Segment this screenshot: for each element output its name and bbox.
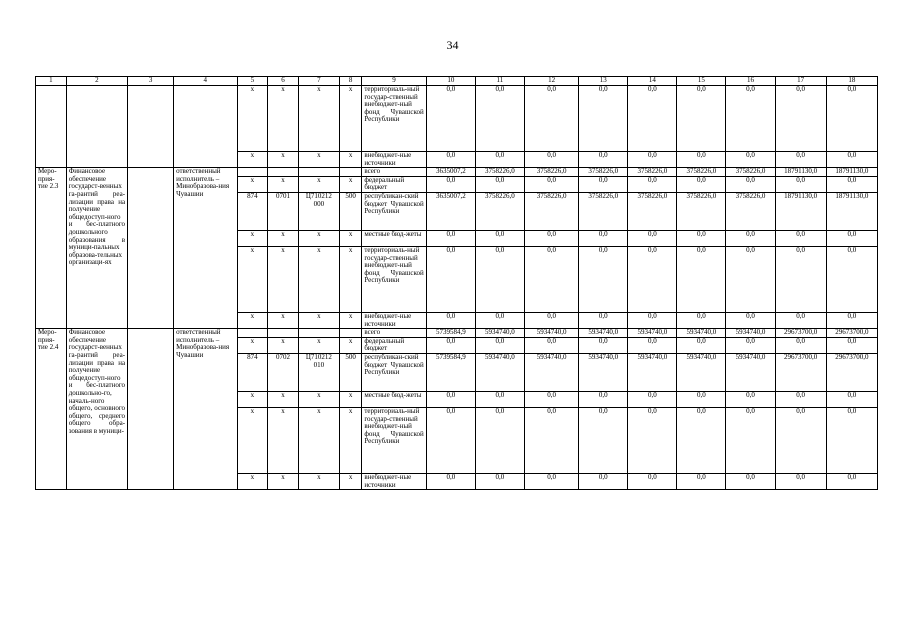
kbk-admin-cell	[237, 329, 268, 338]
funding-source-cell: местные бюд-жеты	[362, 230, 426, 246]
amount-cell: 0,0	[579, 230, 628, 246]
kbk-target-cell	[298, 168, 339, 177]
amount-cell: 0,0	[524, 391, 578, 407]
amount-cell: 0,0	[775, 86, 826, 152]
amount-cell: 0,0	[826, 230, 877, 246]
amount-cell: 0,0	[775, 337, 826, 353]
amount-cell: 0,0	[524, 176, 578, 192]
kbk-section-cell: x	[268, 86, 299, 152]
amount-cell: 0,0	[579, 407, 628, 473]
kbk-type-cell: x	[339, 337, 362, 353]
empty-cell	[128, 329, 174, 490]
amount-cell: 0,0	[826, 391, 877, 407]
amount-cell: 5739584,9	[426, 329, 475, 338]
amount-cell: 3758226,0	[475, 192, 524, 230]
kbk-type-cell: x	[339, 391, 362, 407]
kbk-section-cell: x	[268, 246, 299, 312]
kbk-target-cell: x	[298, 230, 339, 246]
amount-cell: 0,0	[677, 473, 726, 489]
amount-cell: 0,0	[826, 86, 877, 152]
amount-cell: 0,0	[826, 312, 877, 328]
amount-cell: 0,0	[475, 230, 524, 246]
kbk-admin-cell	[237, 168, 268, 177]
kbk-admin-cell: x	[237, 230, 268, 246]
kbk-target-cell: Ц710212 000	[298, 192, 339, 230]
amount-cell: 0,0	[775, 407, 826, 473]
kbk-section-cell	[268, 329, 299, 338]
kbk-admin-cell: x	[237, 473, 268, 489]
amount-cell: 0,0	[775, 473, 826, 489]
kbk-admin-cell: x	[237, 86, 268, 152]
kbk-section-cell: x	[268, 152, 299, 168]
amount-cell: 0,0	[775, 312, 826, 328]
amount-cell: 5934740,0	[628, 329, 677, 338]
kbk-type-cell: x	[339, 312, 362, 328]
kbk-admin-cell: x	[237, 337, 268, 353]
amount-cell: 3758226,0	[726, 192, 775, 230]
column-number: 8	[339, 77, 362, 86]
amount-cell: 0,0	[475, 407, 524, 473]
kbk-admin-cell: x	[237, 152, 268, 168]
amount-cell: 3758226,0	[677, 192, 726, 230]
funding-source-cell: внебюджет-ные источники	[362, 473, 426, 489]
amount-cell: 0,0	[426, 337, 475, 353]
amount-cell: 3635007,2	[426, 192, 475, 230]
kbk-type-cell: x	[339, 152, 362, 168]
kbk-target-cell: x	[298, 312, 339, 328]
amount-cell: 0,0	[524, 152, 578, 168]
amount-cell: 0,0	[628, 230, 677, 246]
kbk-admin-cell: x	[237, 312, 268, 328]
kbk-target-cell: x	[298, 407, 339, 473]
kbk-target-cell: x	[298, 337, 339, 353]
amount-cell: 0,0	[426, 152, 475, 168]
amount-cell: 0,0	[726, 246, 775, 312]
amount-cell: 0,0	[677, 312, 726, 328]
kbk-admin-cell: x	[237, 176, 268, 192]
amount-cell: 5934740,0	[524, 353, 578, 391]
kbk-target-cell: x	[298, 246, 339, 312]
table-row	[36, 329, 878, 338]
column-number: 11	[475, 77, 524, 86]
measure-name-cell: Финансовое обеспечение государст-венных га-рантий реа-лизации права на получение общедоступ-ного и бес-платного дошкольного образования в муници-пальных образова-тельных организаци-ях	[66, 168, 127, 329]
column-number: 16	[726, 77, 775, 86]
amount-cell: 0,0	[677, 176, 726, 192]
column-number: 12	[524, 77, 578, 86]
kbk-type-cell: x	[339, 86, 362, 152]
amount-cell: 0,0	[628, 391, 677, 407]
page-number: 34	[446, 38, 459, 52]
amount-cell: 0,0	[826, 407, 877, 473]
kbk-type-cell: x	[339, 176, 362, 192]
amount-cell: 29673700,0	[775, 329, 826, 338]
kbk-type-cell: x	[339, 230, 362, 246]
amount-cell: 0,0	[628, 176, 677, 192]
amount-cell: 0,0	[775, 152, 826, 168]
column-number: 10	[426, 77, 475, 86]
kbk-section-cell: x	[268, 176, 299, 192]
header-row	[36, 77, 878, 86]
amount-cell: 0,0	[426, 391, 475, 407]
amount-cell: 18791130,0	[826, 192, 877, 230]
funding-source-cell: территориаль-ный государ-ственный внебюджет-ный фонд Чувашской Республики	[362, 86, 426, 152]
table-row	[36, 86, 878, 152]
amount-cell: 5934740,0	[628, 353, 677, 391]
amount-cell: 18791130,0	[775, 168, 826, 177]
kbk-type-cell: 500	[339, 353, 362, 391]
amount-cell: 0,0	[726, 337, 775, 353]
amount-cell: 0,0	[524, 86, 578, 152]
funding-source-cell: республикан-ский бюджет Чувашской Республики	[362, 192, 426, 230]
column-number: 15	[677, 77, 726, 86]
amount-cell: 0,0	[426, 407, 475, 473]
amount-cell: 5934740,0	[677, 329, 726, 338]
amount-cell: 0,0	[726, 473, 775, 489]
amount-cell: 0,0	[775, 176, 826, 192]
column-number: 18	[826, 77, 877, 86]
column-number: 2	[66, 77, 127, 86]
kbk-section-cell: x	[268, 473, 299, 489]
amount-cell: 0,0	[726, 391, 775, 407]
amount-cell: 0,0	[579, 473, 628, 489]
amount-cell: 0,0	[628, 152, 677, 168]
column-number: 4	[174, 77, 237, 86]
column-number: 3	[128, 77, 174, 86]
column-number: 9	[362, 77, 426, 86]
measure-code-cell: Меро-прия-тие 2.3	[36, 168, 67, 329]
funding-source-cell: всего	[362, 168, 426, 177]
kbk-section-cell: x	[268, 391, 299, 407]
amount-cell: 0,0	[677, 246, 726, 312]
executor-cell: ответственный исполнитель – Минобразова-ния Чувашии	[174, 329, 237, 490]
column-number: 1	[36, 77, 67, 86]
amount-cell: 5934740,0	[475, 353, 524, 391]
empty-cell	[128, 168, 174, 329]
kbk-type-cell	[339, 168, 362, 177]
kbk-section-cell: x	[268, 407, 299, 473]
empty-cell	[36, 86, 67, 168]
amount-cell: 0,0	[426, 312, 475, 328]
budget-table	[35, 76, 878, 490]
column-number: 17	[775, 77, 826, 86]
funding-source-cell: всего	[362, 329, 426, 338]
kbk-target-cell: x	[298, 473, 339, 489]
amount-cell: 0,0	[524, 312, 578, 328]
amount-cell: 3758226,0	[677, 168, 726, 177]
kbk-type-cell: x	[339, 246, 362, 312]
amount-cell: 3635007,2	[426, 168, 475, 177]
funding-source-cell: внебюджет-ные источники	[362, 312, 426, 328]
kbk-admin-cell: 874	[237, 353, 268, 391]
amount-cell: 0,0	[426, 176, 475, 192]
kbk-section-cell: x	[268, 230, 299, 246]
amount-cell: 0,0	[524, 230, 578, 246]
amount-cell: 0,0	[579, 312, 628, 328]
kbk-type-cell	[339, 329, 362, 338]
kbk-section-cell: x	[268, 337, 299, 353]
funding-source-cell: федеральный бюджет	[362, 337, 426, 353]
amount-cell: 0,0	[475, 152, 524, 168]
amount-cell: 0,0	[628, 312, 677, 328]
amount-cell: 0,0	[579, 176, 628, 192]
amount-cell: 0,0	[775, 230, 826, 246]
amount-cell: 0,0	[426, 246, 475, 312]
amount-cell: 0,0	[826, 152, 877, 168]
amount-cell: 0,0	[475, 86, 524, 152]
kbk-admin-cell: x	[237, 391, 268, 407]
amount-cell: 0,0	[677, 337, 726, 353]
amount-cell: 29673700,0	[826, 353, 877, 391]
amount-cell: 0,0	[426, 86, 475, 152]
kbk-admin-cell: x	[237, 246, 268, 312]
amount-cell: 0,0	[826, 337, 877, 353]
amount-cell: 0,0	[628, 473, 677, 489]
amount-cell: 0,0	[775, 391, 826, 407]
amount-cell: 5934740,0	[579, 353, 628, 391]
amount-cell: 5934740,0	[726, 353, 775, 391]
amount-cell: 3758226,0	[475, 168, 524, 177]
kbk-target-cell: x	[298, 391, 339, 407]
amount-cell: 29673700,0	[826, 329, 877, 338]
amount-cell: 0,0	[524, 407, 578, 473]
amount-cell: 0,0	[579, 152, 628, 168]
kbk-admin-cell: 874	[237, 192, 268, 230]
amount-cell: 18791130,0	[775, 192, 826, 230]
empty-cell	[174, 86, 237, 168]
amount-cell: 3758226,0	[524, 192, 578, 230]
amount-cell: 0,0	[475, 337, 524, 353]
amount-cell: 0,0	[628, 407, 677, 473]
amount-cell: 18791130,0	[826, 168, 877, 177]
funding-source-cell: федеральный бюджет	[362, 176, 426, 192]
kbk-type-cell: x	[339, 473, 362, 489]
amount-cell: 3758226,0	[726, 168, 775, 177]
amount-cell: 5934740,0	[579, 329, 628, 338]
amount-cell: 0,0	[579, 337, 628, 353]
amount-cell: 0,0	[579, 391, 628, 407]
amount-cell: 0,0	[677, 230, 726, 246]
amount-cell: 0,0	[726, 152, 775, 168]
column-number: 5	[237, 77, 268, 86]
amount-cell: 0,0	[726, 230, 775, 246]
amount-cell: 0,0	[426, 473, 475, 489]
amount-cell: 0,0	[726, 407, 775, 473]
amount-cell: 0,0	[475, 391, 524, 407]
amount-cell: 0,0	[628, 337, 677, 353]
amount-cell: 3758226,0	[579, 168, 628, 177]
kbk-target-cell: x	[298, 176, 339, 192]
kbk-target-cell: x	[298, 152, 339, 168]
amount-cell: 5934740,0	[475, 329, 524, 338]
kbk-section-cell: x	[268, 312, 299, 328]
measure-code-cell: Меро-прия-тие 2.4	[36, 329, 67, 490]
empty-cell	[128, 86, 174, 168]
kbk-section-cell	[268, 168, 299, 177]
measure-name-cell: Финансовое обеспечение государст-венных га-рантий реа-лизации права на получение общедоступ-ного и бес-платного дошкольно-го, началь-ного общего, основного общего, среднего общего обра-зования в муници-	[66, 329, 127, 490]
funding-source-cell: местные бюд-жеты	[362, 391, 426, 407]
amount-cell: 5739584,9	[426, 353, 475, 391]
amount-cell: 0,0	[524, 246, 578, 312]
kbk-target-cell: x	[298, 86, 339, 152]
executor-cell: ответственный исполнитель – Минобразова-ния Чувашии	[174, 168, 237, 329]
amount-cell: 0,0	[426, 230, 475, 246]
kbk-target-cell	[298, 329, 339, 338]
amount-cell: 3758226,0	[524, 168, 578, 177]
amount-cell: 0,0	[475, 473, 524, 489]
amount-cell: 0,0	[579, 246, 628, 312]
kbk-admin-cell: x	[237, 407, 268, 473]
amount-cell: 0,0	[475, 312, 524, 328]
amount-cell: 0,0	[826, 473, 877, 489]
amount-cell: 0,0	[826, 176, 877, 192]
amount-cell: 3758226,0	[579, 192, 628, 230]
amount-cell: 0,0	[628, 246, 677, 312]
amount-cell: 0,0	[775, 246, 826, 312]
column-number: 6	[268, 77, 299, 86]
amount-cell: 0,0	[579, 86, 628, 152]
column-number: 13	[579, 77, 628, 86]
amount-cell: 0,0	[726, 86, 775, 152]
amount-cell: 5934740,0	[524, 329, 578, 338]
amount-cell: 0,0	[726, 176, 775, 192]
kbk-type-cell: 500	[339, 192, 362, 230]
column-number: 14	[628, 77, 677, 86]
amount-cell: 0,0	[726, 312, 775, 328]
amount-cell: 0,0	[524, 337, 578, 353]
kbk-target-cell: Ц710212 010	[298, 353, 339, 391]
funding-source-cell: внебюджет-ные источники	[362, 152, 426, 168]
funding-source-cell: республикан-ский бюджет Чувашской Республики	[362, 353, 426, 391]
amount-cell: 0,0	[677, 152, 726, 168]
amount-cell: 0,0	[677, 391, 726, 407]
kbk-type-cell: x	[339, 407, 362, 473]
funding-source-cell: территориаль-ный государ-ственный внебюджет-ный фонд Чувашской Республики	[362, 407, 426, 473]
table-row	[36, 168, 878, 177]
amount-cell: 0,0	[475, 246, 524, 312]
amount-cell: 0,0	[524, 473, 578, 489]
funding-source-cell: территориаль-ный государ-ственный внебюджет-ный фонд Чувашской Республики	[362, 246, 426, 312]
kbk-section-cell: 0701	[268, 192, 299, 230]
amount-cell: 0,0	[826, 246, 877, 312]
amount-cell: 3758226,0	[628, 168, 677, 177]
amount-cell: 29673700,0	[775, 353, 826, 391]
amount-cell: 0,0	[677, 407, 726, 473]
amount-cell: 0,0	[475, 176, 524, 192]
amount-cell: 0,0	[677, 86, 726, 152]
empty-cell	[66, 86, 127, 168]
amount-cell: 5934740,0	[726, 329, 775, 338]
column-number: 7	[298, 77, 339, 86]
amount-cell: 5934740,0	[677, 353, 726, 391]
kbk-section-cell: 0702	[268, 353, 299, 391]
amount-cell: 0,0	[628, 86, 677, 152]
amount-cell: 3758226,0	[628, 192, 677, 230]
